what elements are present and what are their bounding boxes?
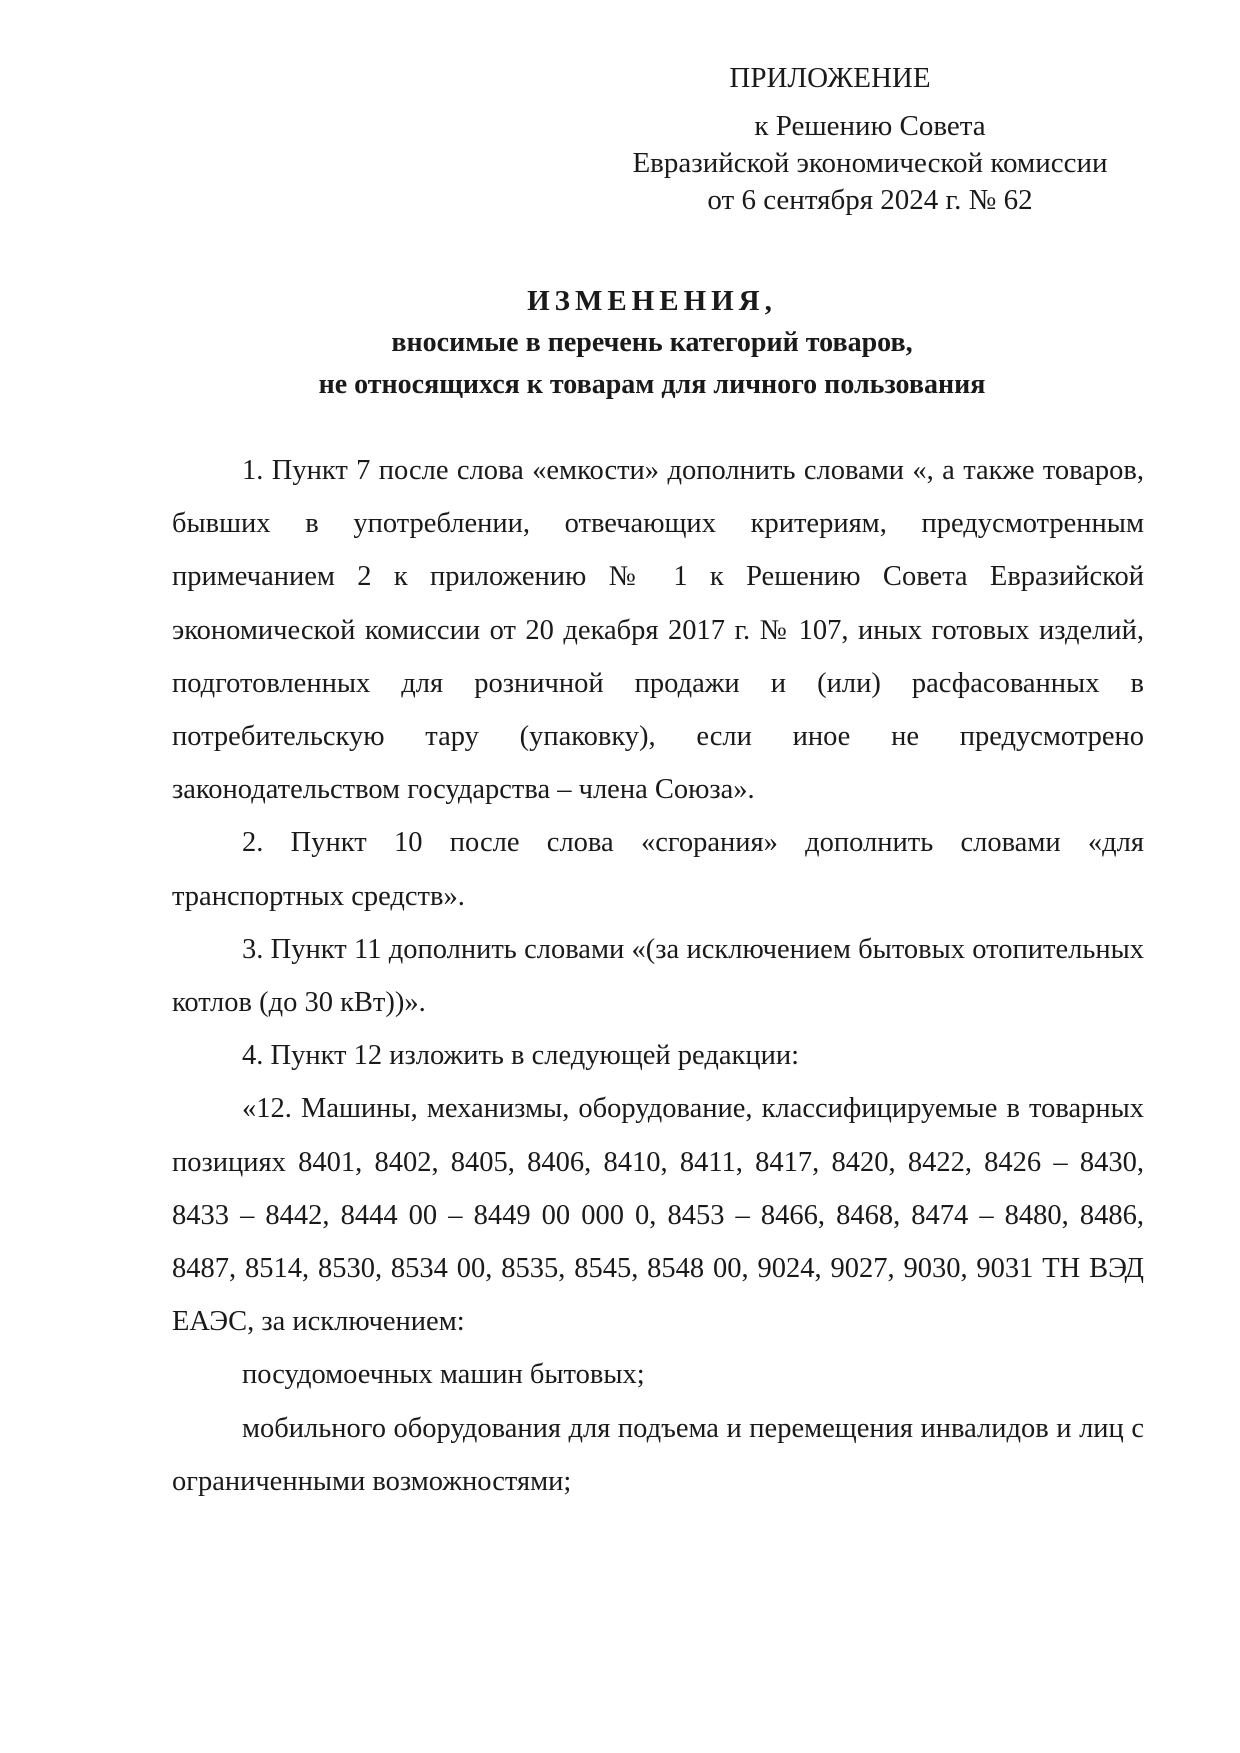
appendix-ref-line-2: Евразийской экономической комиссии: [632, 147, 1108, 179]
appendix-ref-line-1: к Решению Совета: [754, 110, 986, 142]
appendix-ref-line-3: от 6 сентября 2024 г. № 62: [707, 184, 1033, 216]
appendix-label: ПРИЛОЖЕНИЕ: [729, 62, 931, 94]
paragraph-7: мобильного оборудования для подъема и перемещения инвалидов и лиц с ограниченными возможностями;: [172, 1412, 1144, 1497]
title-subtitle-line-2: не относящихся к товарам для личного пользования: [318, 369, 986, 400]
appendix-reference: [590, 108, 1150, 219]
paragraph-6: посудомоечных машин бытовых;: [242, 1359, 645, 1391]
title-main: ИЗМЕНЕНИЯ,: [527, 285, 777, 317]
paragraph-1: 1. Пункт 7 после слова «емкости» дополнить словами «, а также товаров, бывших в употреблении, отвечающих критериям, предусмотренным примечанием 2 к приложению № 1 к Решению Совета Евразийской экономической комиссии от 20 декабря 2017 г. № 107, иных готовых изделий, подготовленных для розничной продажи и (или) расфасованных в потребительскую тару (упаковку), если иное не предусмотрено законодательством государства – члена Союза».: [172, 455, 1144, 806]
paragraph-4: 4. Пункт 12 изложить в следующей редакции:: [242, 1040, 799, 1072]
title-subtitle-line-1: вносимые в перечень категорий товаров,: [391, 327, 913, 358]
paragraph-5: «12. Машины, механизмы, оборудование, классифицируемые в товарных позициях 8401, 8402, 8405, 8406, 8410, 8411, 8417, 8420, 8422, 8426 – 8430, 8433 – 8442, 8444 00 – 8449 00 000 0, 8453 – 8466, 8468, 8474 – 8480, 8486, 8487, 8514, 8530, 8534 00, 8535, 8545, 8548 00, 9024, 9027, 9030, 9031 ТН ВЭД ЕАЭС, за исключением:: [172, 1093, 1144, 1338]
paragraph-3: 3. Пункт 11 дополнить словами «(за исключением бытовых отопительных котлов (до 30 кВт))».: [172, 933, 1144, 1019]
paragraph-2: 2. Пункт 10 после слова «сгорания» дополнить словами «для транспортных средств».: [172, 827, 1144, 912]
document-body: [172, 444, 1144, 1508]
document-title: [172, 280, 1132, 406]
